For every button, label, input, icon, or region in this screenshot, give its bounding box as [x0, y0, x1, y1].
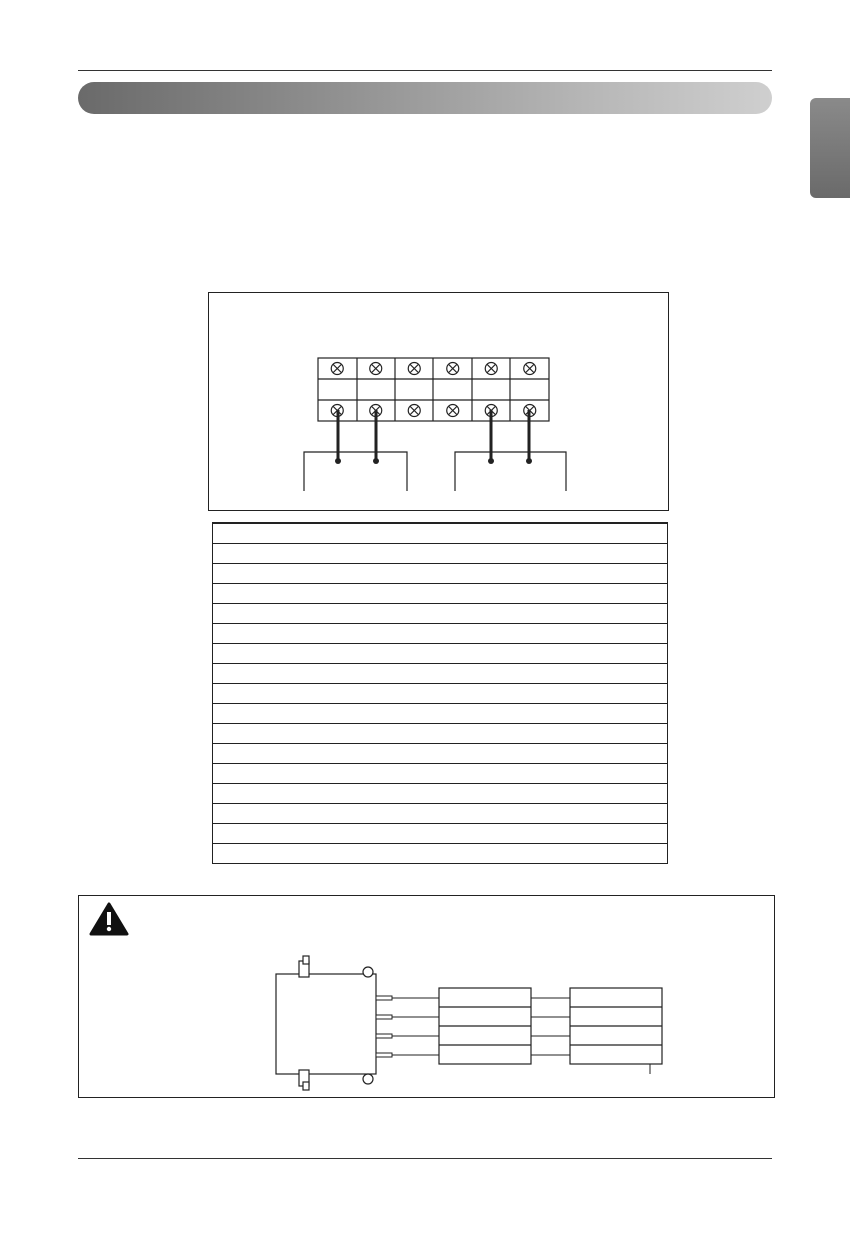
screw-terminal-icon	[331, 363, 343, 375]
table-row	[213, 664, 668, 684]
table-cell	[213, 584, 668, 604]
table-row	[213, 764, 668, 784]
table-cell	[213, 744, 668, 764]
control-box	[276, 956, 376, 1090]
table-row	[213, 584, 668, 604]
cable-brackets	[304, 452, 566, 491]
table-row	[213, 604, 668, 624]
table-row	[213, 704, 668, 724]
screw-terminal-icon	[408, 363, 420, 375]
header-rule	[78, 70, 772, 71]
table-cell	[213, 564, 668, 584]
table-cell	[213, 624, 668, 644]
screw-terminal-icon	[370, 363, 382, 375]
table-row	[213, 644, 668, 664]
screw-terminal-icon	[447, 363, 459, 375]
table-cell	[213, 544, 668, 564]
terminal-block	[318, 358, 549, 421]
table-cell	[213, 704, 668, 724]
connector-pins	[376, 996, 392, 1057]
table-cell	[213, 724, 668, 744]
table-row	[213, 844, 668, 864]
caution-box	[78, 895, 775, 1098]
table-cell	[213, 684, 668, 704]
table-row	[213, 784, 668, 804]
table-cell	[213, 784, 668, 804]
section-title-bar	[78, 82, 772, 114]
screw-terminal-icon	[408, 405, 420, 417]
table-cell	[213, 604, 668, 624]
table-row	[213, 624, 668, 644]
screw-terminal-icon	[524, 363, 536, 375]
table-row	[213, 724, 668, 744]
table-row	[213, 544, 668, 564]
screw-terminal-icon	[447, 405, 459, 417]
table-cell	[213, 664, 668, 684]
specification-table	[212, 522, 668, 864]
table-row	[213, 824, 668, 844]
wire-junctions	[335, 458, 532, 464]
warning-triangle-icon	[91, 904, 127, 934]
terminal-strip-left	[439, 988, 531, 1064]
table-row	[213, 804, 668, 824]
table-cell	[213, 644, 668, 664]
screw-terminal-icon	[485, 363, 497, 375]
footer-rule	[78, 1158, 772, 1159]
table-cell	[213, 764, 668, 784]
terminal-block-diagram	[208, 292, 669, 511]
table-row	[213, 744, 668, 764]
table-cell	[213, 804, 668, 824]
table-cell	[213, 824, 668, 844]
table-row	[213, 523, 668, 544]
terminal-strip-right	[570, 988, 662, 1064]
language-tab	[810, 98, 850, 198]
table-row	[213, 684, 668, 704]
table-cell	[213, 523, 668, 544]
table-cell	[213, 844, 668, 864]
table-row	[213, 564, 668, 584]
